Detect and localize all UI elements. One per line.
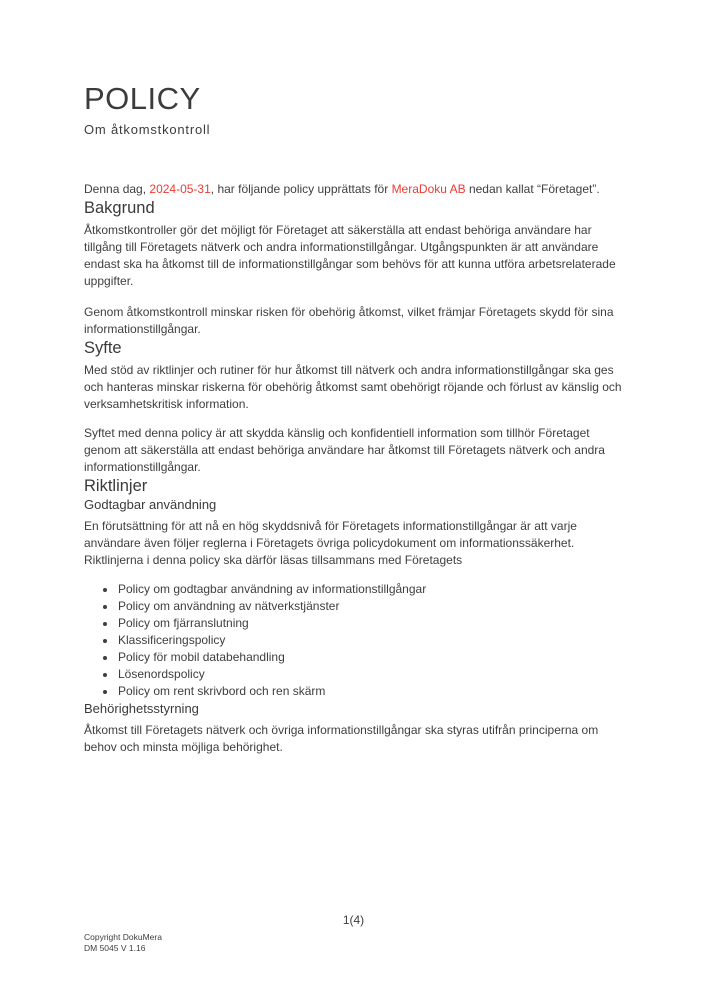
list-item: • Policy om användning av nätverkstjänster bbox=[117, 598, 627, 615]
list-item: • Klassificeringspolicy bbox=[117, 632, 627, 649]
company-name: MeraDoku AB bbox=[391, 182, 466, 196]
section-heading-syfte: Syfte bbox=[84, 339, 122, 357]
intro-text-mid: , har följande policy upprättats för bbox=[210, 182, 392, 196]
copyright-notice bbox=[84, 932, 162, 953]
page-title: POLICY bbox=[84, 81, 201, 116]
paragraph: Syftet med denna policy är att skydda känslig och konfidentiell information som tillhör Företaget genom att säkerställa att endast behöriga användare har åtkomst till Företagets nätverk och andra informationstillgångar. bbox=[84, 426, 605, 474]
copyright-line: Copyright DokuMera bbox=[84, 932, 162, 942]
sub-heading-godtagbar-anvandning: Godtagbar användning bbox=[84, 497, 217, 512]
document-content bbox=[84, 0, 627, 756]
policy-date: 2024-05-31 bbox=[149, 182, 211, 196]
section-heading-riktlinjer: Riktlinjer bbox=[84, 477, 148, 495]
document-version: DM 5045 V 1.16 bbox=[84, 942, 146, 953]
list-item: • Policy om godtagbar användning av informationstillgångar bbox=[117, 581, 627, 598]
sub-heading-behorighetsstyrning: Behörighetsstyrning bbox=[84, 701, 199, 716]
paragraph: Med stöd av riktlinjer och rutiner för hur åtkomst till nätverk och andra informationstillgångar ska ges och hanteras minskar riskerna för obehörig åtkomst samt obehörigt röjande och förlust av känslig och verksamhetskritisk information. bbox=[84, 363, 622, 411]
paragraph: En förutsättning för att nå en hög skyddsnivå för Företagets informationstillgångar är att varje användare även följer reglerna i Företagets övriga policydokument om informationssäkerhet. Riktlinjerna i denna policy ska därför läsas tillsammans med Företagets bbox=[84, 519, 577, 567]
paragraph: Genom åtkomstkontroll minskar risken för obehörig åtkomst, vilket främjar Företagets skydd för sina informationstillgångar. bbox=[84, 305, 614, 336]
list-item: • Lösenordspolicy bbox=[117, 666, 627, 683]
intro-text-post: nedan kallat “Företaget”. bbox=[465, 182, 600, 196]
section-riktlinjer bbox=[84, 476, 627, 756]
list-item: • Policy för mobil databehandling bbox=[117, 649, 627, 666]
policy-document-list bbox=[84, 581, 627, 700]
intro-paragraph bbox=[84, 181, 627, 198]
page-subtitle: Om åtkomstkontroll bbox=[84, 122, 211, 137]
section-syfte bbox=[84, 338, 627, 476]
section-bakgrund bbox=[84, 198, 627, 338]
list-item: • Policy om rent skrivbord och ren skärm bbox=[117, 683, 627, 700]
section-heading-bakgrund: Bakgrund bbox=[84, 199, 155, 217]
paragraph: Åtkomstkontroller gör det möjligt för Företaget att säkerställa att endast behöriga användare har tillgång till Företagets nätverk och andra informationstillgångar. Utgångspunkten är att användare endast ska ha åtkomst till de informationstillgångar som behövs för att kunna utföra arbetsrelaterade uppgifter. bbox=[84, 223, 616, 288]
page-number: 1(4) bbox=[342, 913, 365, 927]
intro-text-pre: Denna dag, bbox=[84, 182, 150, 196]
paragraph: Åtkomst till Företagets nätverk och övriga informationstillgångar ska styras utifrån principerna om behov och minsta möjliga behörighet. bbox=[84, 723, 599, 754]
list-item: • Policy om fjärranslutning bbox=[117, 615, 627, 632]
